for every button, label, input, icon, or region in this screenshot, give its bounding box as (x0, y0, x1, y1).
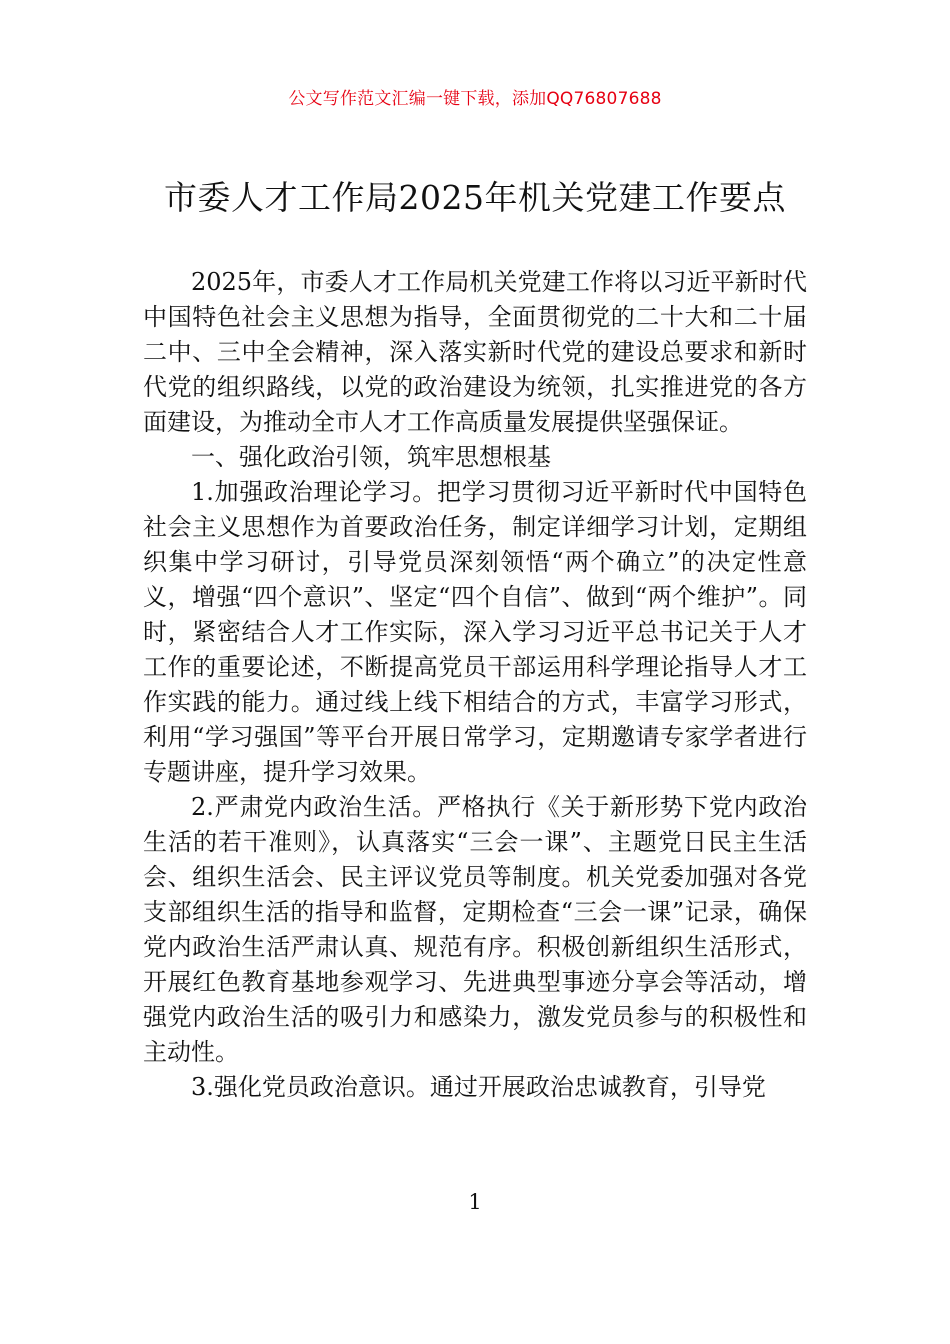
document-title: 市委人才工作局2025年机关党建工作要点 (164, 178, 786, 217)
intro-paragraph: 2025年，市委人才工作局机关党建工作将以习近平新时代中国特色社会主义思想为指导，全面贯彻党的二十大和二十届二中、三中全会精神，深入落实新时代党的建设总要求和新时代党的组织路线，以党的政治建设为统领，扎实推进党的各方面建设，为推动全市人才工作高质量发展提供坚强保证。 (143, 268, 807, 436)
item-3-paragraph: 3.强化党员政治意识。通过开展政治忠诚教育，引导党 (191, 1073, 766, 1101)
item-1-paragraph: 1.加强政治理论学习。把学习贯彻习近平新时代中国特色社会主义思想作为首要政治任务，制定详细学习计划，定期组织集中学习研讨，引导党员深刻领悟“两个确立”的决定性意义，增强“四个意识”、坚定“四个自信”、做到“两个维护”。同时，紧密结合人才工作实际，深入学习习近平总书记关于人才工作的重要论述，不断提高党员干部运用科学理论指导人才工作实践的能力。通过线上线下相结合的方式，丰富学习形式，利用“学习强国”等平台开展日常学习，定期邀请专家学者进行专题讲座，提升学习效果。 (143, 478, 807, 786)
page-number: 1 (468, 1190, 482, 1214)
header-download-note: 公文写作范文汇编一键下载，添加QQ76807688 (288, 89, 662, 109)
item-2-paragraph: 2.严肃党内政治生活。严格执行《关于新形势下党内政治生活的若干准则》，认真落实“三会一课”、主题党日民主生活会、组织生活会、民主评议党员等制度。机关党委加强对各党支部组织生活的指导和监督，定期检查“三会一课”记录，确保党内政治生活严肃认真、规范有序。积极创新组织生活形式，开展红色教育基地参观学习、先进典型事迹分享会等活动，增强党内政治生活的吸引力和感染力，激发党员参与的积极性和主动性。 (143, 793, 807, 1066)
section-heading-1: 一、强化政治引领，筑牢思想根基 (191, 443, 551, 471)
document-body (143, 265, 807, 1105)
